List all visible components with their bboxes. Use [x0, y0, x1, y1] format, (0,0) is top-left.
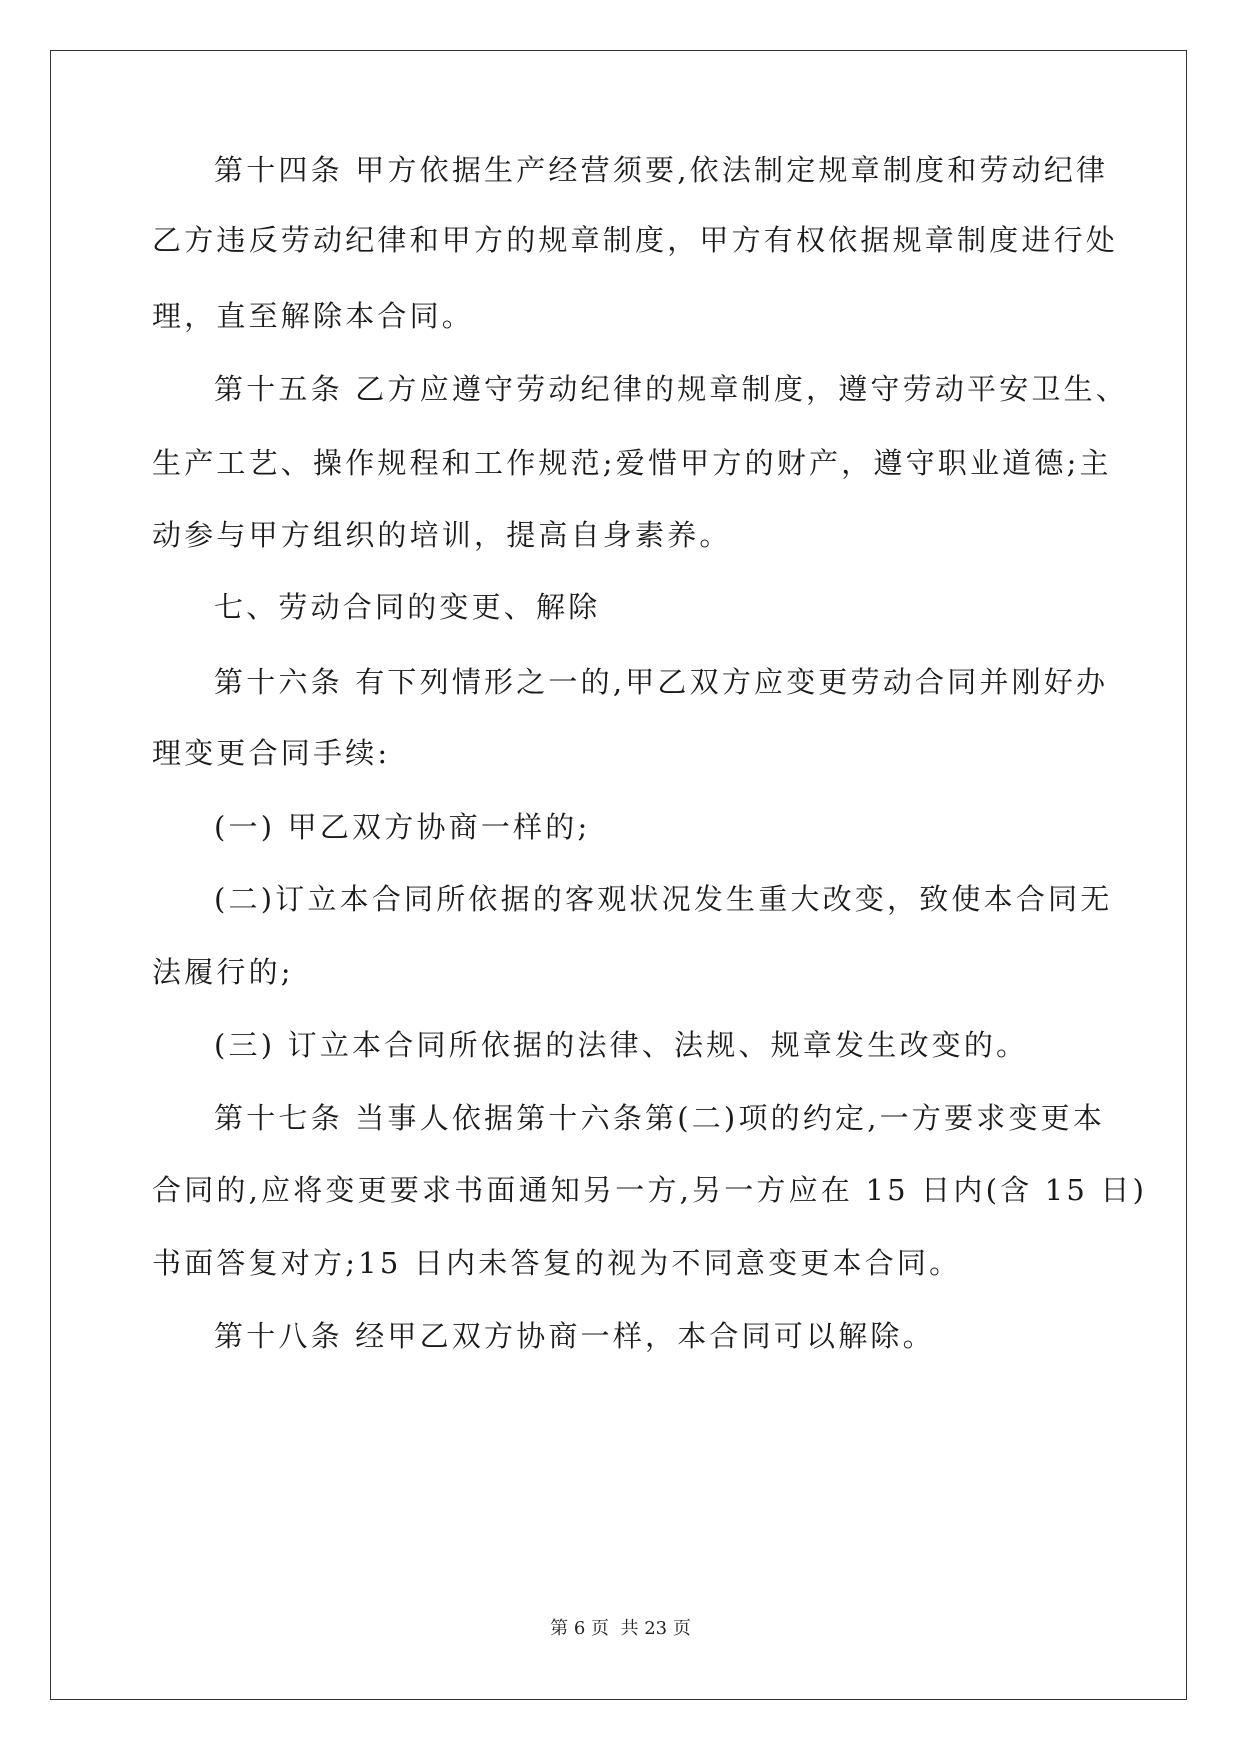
paragraph-line: 动参与甲方组织的培训，提高自身素养。: [152, 518, 732, 552]
paragraph-line: 第十八条 经甲乙双方协商一样，本合同可以解除。: [214, 1319, 935, 1353]
paragraph-line: 第十七条 当事人依据第十六条第(二)项的约定,一方要求变更本: [214, 1101, 1106, 1135]
paragraph-line: 书面答复对方;15 日内未答复的视为不同意变更本合同。: [152, 1246, 962, 1280]
page-number-text: 第 6 页 共 23 页: [550, 1618, 691, 1639]
paragraph-line: 合同的,应将变更要求书面通知另一方,另一方应在 15 日内(含 15 日): [152, 1173, 1148, 1207]
paragraph-line: (三) 订立本合同所依据的法律、法规、规章发生改变的。: [214, 1028, 1029, 1062]
paragraph-line: 生产工艺、操作规程和工作规范;爱惜甲方的财产，遵守职业道德;主: [152, 446, 1112, 480]
paragraph-line: (一) 甲乙双方协商一样的;: [214, 810, 591, 844]
section-heading: 七、劳动合同的变更、解除: [214, 590, 601, 624]
paragraph-line: 法履行的;: [152, 955, 294, 989]
paragraph-line: 第十四条 甲方依据生产经营须要,依法制定规章制度和劳动纪律: [214, 153, 1109, 187]
paragraph-line: 第十五条 乙方应遵守劳动纪律的规章制度，遵守劳动平安卫生、: [214, 372, 1129, 406]
paragraph-line: 第十六条 有下列情形之一的,甲乙双方应变更劳动合同并刚好办: [214, 665, 1109, 699]
paragraph-line: 理变更合同手续:: [152, 736, 391, 770]
paragraph-line: 乙方违反劳动纪律和甲方的规章制度，甲方有权依据规章制度进行处: [152, 223, 1119, 257]
paragraph-line: (二)订立本合同所依据的客观状况发生重大改变，致使本合同无: [214, 882, 1113, 916]
paragraph-line: 理，直至解除本合同。: [152, 299, 475, 333]
page-number-footer: [0, 1617, 1241, 1641]
